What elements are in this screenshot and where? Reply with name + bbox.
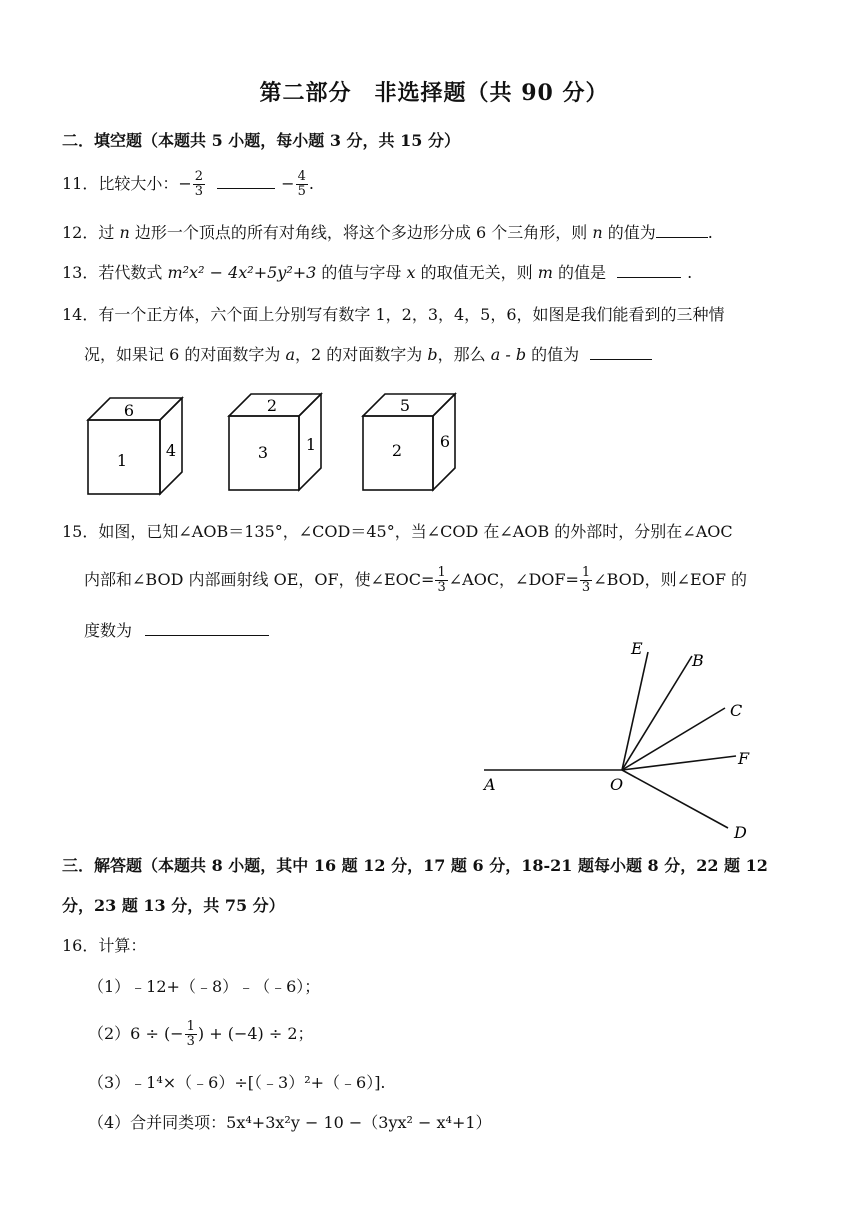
- fraction-numerator: 1: [186, 1019, 195, 1034]
- cube-top-number: 5: [399, 396, 411, 415]
- question-16-part-2: [88, 1020, 314, 1049]
- period: .: [707, 223, 713, 242]
- cube-figure-3: [361, 392, 461, 496]
- cube-side-number: 1: [305, 435, 317, 454]
- label-o: O: [610, 775, 624, 794]
- question-text: （2）6 ÷ (−: [88, 1024, 184, 1043]
- cube-figure-1: [86, 396, 186, 500]
- question-16-part-1: （1）﹣12+（﹣8）﹣（﹣6）；: [88, 977, 321, 996]
- question-number: 14．: [62, 305, 99, 324]
- variable: n: [592, 223, 603, 242]
- question-text: 有一个正方体，六个面上分别写有数字 1，2，3，4，5，6，如图是我们能看到的三种情: [98, 305, 725, 324]
- cube-front-number: 2: [391, 441, 403, 460]
- question-text: 比较大小：: [98, 174, 179, 193]
- question-text: 的值为: [526, 345, 580, 364]
- question-text: ) + (−4) ÷ 2；: [197, 1024, 314, 1043]
- question-16: [62, 935, 146, 957]
- fraction-denominator: 3: [581, 580, 591, 595]
- question-text: 的值为: [602, 223, 656, 242]
- fraction: [185, 1020, 197, 1049]
- question-text: 如图，已知∠AOB＝135°，∠COD＝45°，当∠COD 在∠AOB 的外部时，分别在∠AOC: [98, 522, 733, 541]
- cube-top-number: 2: [266, 396, 278, 415]
- fraction-denominator: 3: [186, 1034, 195, 1049]
- label-a: A: [484, 775, 496, 794]
- question-12: [62, 222, 713, 244]
- question-text: 计算：: [98, 936, 147, 955]
- cube-front-number: 3: [257, 443, 269, 462]
- cube-figure-2: [227, 392, 327, 496]
- fraction: [435, 566, 447, 595]
- fraction-numerator: 1: [437, 565, 446, 580]
- variable: m: [537, 263, 553, 282]
- variable: n: [119, 223, 130, 242]
- ray-od: [622, 770, 728, 828]
- question-text: 况，如果记 6 的对面数字为: [84, 345, 286, 364]
- cube-front-number: 1: [116, 451, 128, 470]
- section-2-heading: 二．填空题（本题共 5 小题，每小题 3 分，共 15 分）: [62, 131, 460, 150]
- variable: a: [285, 345, 295, 364]
- question-text: ∠AOC，∠DOF=: [448, 570, 579, 589]
- question-15-line-2: [84, 566, 747, 595]
- algebraic-expression: m²x² − 4x²+5y²+3: [167, 263, 317, 282]
- fraction-numerator: 2: [194, 169, 204, 184]
- question-number: 16．: [62, 936, 99, 955]
- answer-blank[interactable]: [590, 345, 652, 360]
- minus-sign: −: [281, 174, 295, 193]
- answer-blank[interactable]: [217, 174, 275, 189]
- fraction: [580, 566, 592, 595]
- question-text: 内部和∠BOD 内部画射线 OE，OF，使∠EOC=: [84, 570, 435, 589]
- variable: b: [427, 345, 438, 364]
- answer-blank[interactable]: [145, 621, 269, 636]
- question-text: 边形一个顶点的所有对角线，将这个多边形分成 6 个三角形，则: [129, 223, 593, 242]
- fraction: [193, 170, 205, 199]
- label-b: B: [692, 651, 704, 670]
- question-number: 11．: [62, 174, 99, 193]
- fraction-denominator: 5: [297, 184, 306, 199]
- question-14-line-1: [62, 304, 725, 326]
- variable: x: [406, 263, 416, 282]
- question-text: 若代数式: [98, 263, 168, 282]
- answer-blank[interactable]: [617, 263, 681, 278]
- ray-oe: [622, 652, 648, 770]
- question-text: 的值与字母: [316, 263, 407, 282]
- answer-blank[interactable]: [656, 223, 708, 238]
- section-3-heading-line-2: 分，23 题 13 分，共 75 分）: [62, 896, 285, 915]
- angle-diagram: [470, 632, 770, 846]
- fraction-numerator: 4: [297, 169, 306, 184]
- fraction-denominator: 3: [437, 580, 446, 595]
- question-text: 的值是: [552, 263, 606, 282]
- label-c: C: [730, 701, 743, 720]
- ray-oc: [622, 708, 725, 770]
- minus-sign: −: [178, 174, 192, 193]
- question-text: 的取值无关，则: [415, 263, 538, 282]
- fraction-numerator: 1: [581, 565, 591, 580]
- question-15-line-1: [62, 521, 733, 543]
- question-14-line-2: [84, 344, 652, 366]
- question-text: 过: [98, 223, 120, 242]
- period: .: [308, 174, 314, 193]
- page-title: 第二部分 非选择题（共 90 分）: [259, 80, 609, 106]
- cube-side-number: 6: [439, 432, 451, 451]
- cube-top-number: 6: [123, 401, 135, 420]
- algebraic-expression: a - b: [490, 345, 527, 364]
- question-number: 15．: [62, 522, 99, 541]
- question-13: [62, 262, 692, 284]
- question-text: 度数为: [84, 621, 133, 640]
- label-f: F: [738, 749, 750, 768]
- question-15-line-3: [84, 620, 269, 642]
- period: .: [687, 263, 693, 282]
- ray-of: [622, 756, 736, 770]
- label-d: D: [734, 823, 747, 842]
- question-text: ，那么: [437, 345, 491, 364]
- question-16-part-3: （3）﹣1⁴×（﹣6）÷[（﹣3）²+（﹣6）].: [88, 1073, 386, 1092]
- question-number: 13．: [62, 263, 99, 282]
- fraction: [296, 170, 308, 199]
- question-16-part-4: （4）合并同类项：5x⁴+3x²y − 10 −（3yx² − x⁴+1）: [88, 1113, 492, 1132]
- question-number: 12．: [62, 223, 99, 242]
- cube-side-number: 4: [165, 441, 177, 460]
- label-e: E: [631, 639, 643, 658]
- fraction-denominator: 3: [194, 184, 204, 199]
- section-3-heading-line-1: 三．解答题（本题共 8 小题，其中 16 题 12 分，17 题 6 分，18-21 题每小题 8 分，22 题 12: [62, 856, 768, 875]
- question-text: ，2 的对面数字为: [295, 345, 428, 364]
- ray-ob: [622, 656, 692, 770]
- question-11: [62, 170, 314, 199]
- question-text: ∠BOD，则∠EOF 的: [593, 570, 748, 589]
